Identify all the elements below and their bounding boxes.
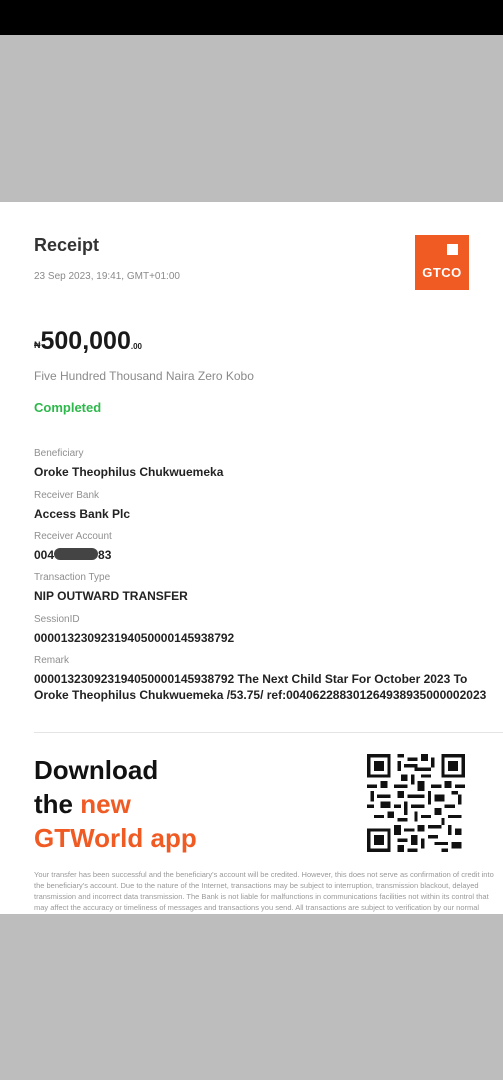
logo-text: GTCO xyxy=(422,265,462,280)
download-line-2 xyxy=(34,787,131,821)
redaction-mark xyxy=(54,548,98,560)
beneficiary-value: Oroke Theophilus Chukwuemeka xyxy=(34,465,224,479)
receipt-title: Receipt xyxy=(34,235,100,255)
receiver-account-value xyxy=(34,547,496,563)
download-line-1: Download xyxy=(34,755,159,785)
logo-square-icon xyxy=(447,244,458,255)
download-new: new xyxy=(80,789,131,819)
receiver-account-label: Receiver Account xyxy=(34,531,112,542)
download-line-3: GTWorld app xyxy=(34,823,197,853)
amount-main: 500,000 xyxy=(40,327,131,355)
qr-code[interactable] xyxy=(367,754,465,852)
account-prefix: 004 xyxy=(34,548,55,562)
receipt-card xyxy=(0,202,503,914)
account-suffix: 83 xyxy=(98,548,112,562)
remark-label: Remark xyxy=(34,655,70,666)
receiver-bank-label: Receiver Bank xyxy=(34,490,100,501)
receipt-datetime: 23 Sep 2023, 19:41, GMT+01:00 xyxy=(34,271,180,282)
bottom-backdrop xyxy=(0,914,503,1080)
transaction-type-label: Transaction Type xyxy=(34,572,111,583)
amount xyxy=(34,327,142,356)
session-id-label: SessionID xyxy=(34,614,80,625)
beneficiary-label: Beneficiary xyxy=(34,448,84,459)
disclaimer-text: Your transfer has been successful and the beneficiary's account will be credited. However, this does not serve as confirmation of credit into the beneficiary's account. Due to the nature of the Internet, transactions may be subject to interruption, transmission blackout, delayed transmission and incorrect data transmission. The Bank is not liable for malfunctions in communications facilities not within its control that may affect the accuracy or timeliness of messages and transactions you send. All transactions are subject to verification by our normal xyxy=(34,870,494,912)
remark-value: 000013230923194050000145938792 The Next Child Star For October 2023 To Oroke Theophilus Chukwuemeka /53.75/ ref:004062288301264938935000002023 xyxy=(34,672,487,702)
status-badge: Completed xyxy=(34,400,102,415)
transaction-type-value: NIP OUTWARD TRANSFER xyxy=(34,589,188,603)
divider xyxy=(34,732,503,733)
amount-in-words: Five Hundred Thousand Naira Zero Kobo xyxy=(34,369,254,383)
download-the: the xyxy=(34,789,81,819)
currency-symbol: ₦ xyxy=(34,340,41,350)
session-id-value: 000013230923194050000145938792 xyxy=(34,631,235,645)
status-bar xyxy=(0,0,503,35)
receiver-bank-value: Access Bank Plc xyxy=(34,507,131,521)
top-backdrop xyxy=(0,35,503,202)
amount-kobo: .00 xyxy=(130,342,142,351)
gtco-logo xyxy=(415,235,469,290)
